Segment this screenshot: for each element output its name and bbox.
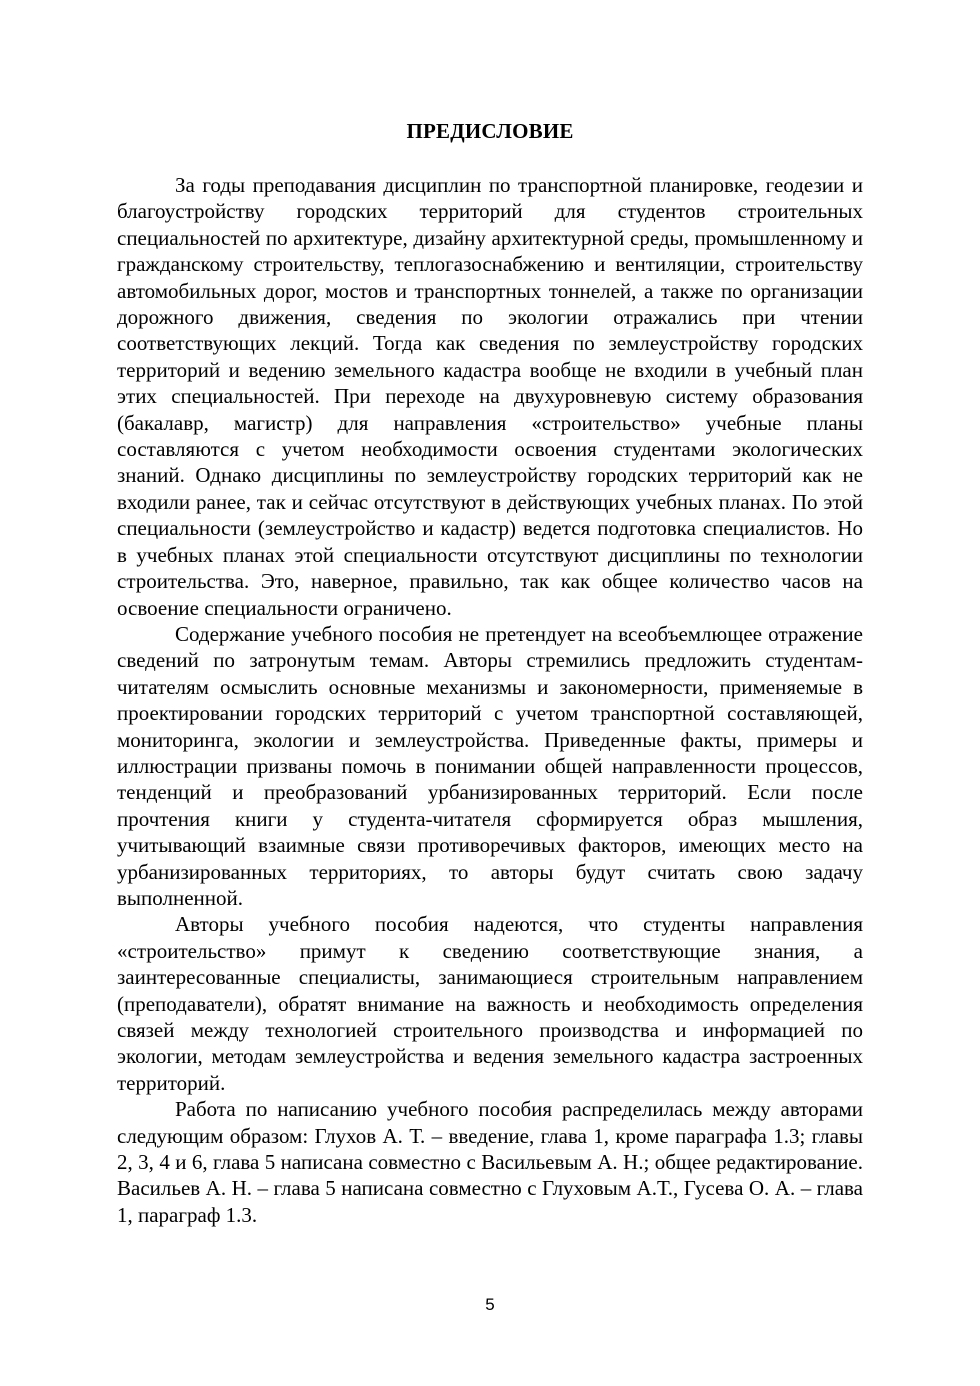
page-title: ПРЕДИСЛОВИЕ (406, 119, 574, 143)
paragraph-2: Содержание учебного пособия не претендует на всеобъемлющее отражение сведений по затронутым темам. Авторы стремились предложить студентам-читателям осмыслить основные механизмы и закономерности, применяемые в проектировании городских территорий с учетом транспортной составляющей, мониторинга, экологии и землеустройства. Приведенные факты, примеры и иллюстрации призваны помочь в понимании общей направленности процессов, тенденций и преобразований урбанизированных территорий. Если после прочтения книги у студента-читателя сформируется образ мышления, учитывающий взаимные связи противоречивых факторов, имеющих место на урбанизированных территориях, то авторы будут считать свою задачу выполненной. (117, 621, 863, 910)
paragraph-1: За годы преподавания дисциплин по транспортной планировке, геодезии и благоустройству городских территорий для студентов строительных специальностей по архитектуре, дизайну архитектурной среды, промышленному и гражданскому строительству, теплогазоснабжению и вентиляции, строительству автомобильных дорог, мостов и транспортных тоннелей, а также по организации дорожного движения, сведения по экологии отражались при чтении соответствующих лекций. Тогда как сведения по землеустройству городских территорий и ведению земельного кадастра вообще не входили в учебный план этих специальностей. При переходе на двухуровневую систему образования (бакалавр, магистр) для направления «строительство» учебные планы составляются с учетом необходимости освоения студентами экологических знаний. Однако дисциплины по землеустройству городских территорий как не входили ранее, так и сейчас отсутствуют в действующих учебных планах. По этой специальности (землеустройство и кадастр) ведется подготовка специалистов. Но в учебных планах этой специальности отсутствуют дисциплины по технологии строительства. Это, наверное, правильно, так как общее количество часов на освоение специальности ограничено. (117, 173, 863, 620)
paragraph-4: Работа по написанию учебного пособия распределилась между авторами следующим образом: Глухов А. Т. – введение, глава 1, кроме параграфа 1.3; главы 2, 3, 4 и 6, глава 5 написана совместно с Васильевым А. Н.; общее редактирование. Васильев А. Н. – глава 5 написана совместно с Глуховым А.Т., Гусева О. А. – глава 1, параграф 1.3. (117, 1097, 863, 1227)
body-text (117, 172, 863, 1228)
page-number: 5 (485, 1295, 495, 1314)
paragraph-3: Авторы учебного пособия надеются, что студенты направления «строительство» примут к сведению соответствующие знания, а заинтересованные специалисты, занимающиеся строительным направлением (преподаватели), обратят внимание на важность и необходимость определения связей между технологией строительного производства и информацией по экологии, методам землеустройства и ведения земельного кадастра застроенных территорий. (117, 912, 863, 1095)
